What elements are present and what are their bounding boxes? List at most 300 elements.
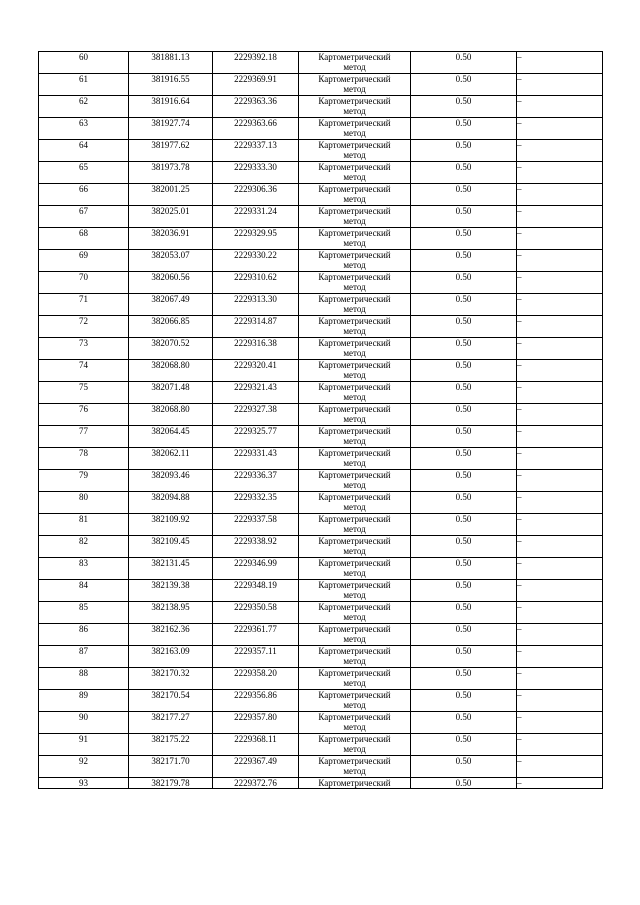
table-row (39, 52, 603, 74)
y-coordinate-cell: 2229331.24 (213, 206, 299, 228)
note-cell: – (517, 690, 603, 712)
x-coordinate-cell: 382070.52 (129, 338, 213, 360)
x-coordinate-cell: 382093.46 (129, 470, 213, 492)
x-coordinate-cell: 381916.64 (129, 96, 213, 118)
note-cell: – (517, 52, 603, 74)
note-cell: – (517, 646, 603, 668)
method-cell (299, 206, 411, 228)
point-number-cell: 73 (39, 338, 129, 360)
x-coordinate-cell: 382053.07 (129, 250, 213, 272)
y-coordinate-cell: 2229361.77 (213, 624, 299, 646)
method-cell (299, 690, 411, 712)
method-line: Картометрический (318, 382, 391, 392)
table-row (39, 316, 603, 338)
point-number-cell: 90 (39, 712, 129, 734)
point-number-cell: 61 (39, 74, 129, 96)
table-row (39, 184, 603, 206)
note-cell: – (517, 536, 603, 558)
table-row (39, 580, 603, 602)
error-cell: 0.50 (411, 382, 517, 404)
method-line: метод (343, 216, 366, 226)
method-line: Картометрический (318, 426, 391, 436)
method-cell (299, 162, 411, 184)
note-cell: – (517, 404, 603, 426)
method-cell (299, 580, 411, 602)
point-number-cell: 85 (39, 602, 129, 624)
y-coordinate-cell: 2229314.87 (213, 316, 299, 338)
error-cell: 0.50 (411, 448, 517, 470)
y-coordinate-cell: 2229325.77 (213, 426, 299, 448)
method-cell (299, 514, 411, 536)
method-line: Картометрический (318, 228, 391, 238)
error-cell: 0.50 (411, 602, 517, 624)
x-coordinate-cell: 382036.91 (129, 228, 213, 250)
point-number-cell: 81 (39, 514, 129, 536)
point-number-cell: 66 (39, 184, 129, 206)
error-cell: 0.50 (411, 558, 517, 580)
note-cell: – (517, 118, 603, 140)
method-cell (299, 140, 411, 162)
method-line: метод (343, 612, 366, 622)
point-number-cell: 78 (39, 448, 129, 470)
note-cell: – (517, 96, 603, 118)
y-coordinate-cell: 2229358.20 (213, 668, 299, 690)
note-cell: – (517, 338, 603, 360)
method-cell (299, 272, 411, 294)
point-number-cell: 92 (39, 756, 129, 778)
method-line: Картометрический (318, 338, 391, 348)
y-coordinate-cell: 2229363.36 (213, 96, 299, 118)
method-cell (299, 404, 411, 426)
method-line: Картометрический (318, 492, 391, 502)
method-cell (299, 250, 411, 272)
point-number-cell: 63 (39, 118, 129, 140)
method-line: метод (343, 194, 366, 204)
method-line: метод (343, 744, 366, 754)
method-line: метод (343, 106, 366, 116)
point-number-cell: 83 (39, 558, 129, 580)
table-row (39, 602, 603, 624)
y-coordinate-cell: 2229337.13 (213, 140, 299, 162)
method-line: метод (343, 260, 366, 270)
method-cell (299, 668, 411, 690)
y-coordinate-cell: 2229320.41 (213, 360, 299, 382)
y-coordinate-cell: 2229350.58 (213, 602, 299, 624)
point-number-cell: 62 (39, 96, 129, 118)
coordinates-table-body (39, 52, 603, 789)
method-line: Картометрический (318, 140, 391, 150)
method-cell (299, 470, 411, 492)
note-cell: – (517, 360, 603, 382)
point-number-cell: 68 (39, 228, 129, 250)
table-row (39, 228, 603, 250)
method-cell (299, 712, 411, 734)
x-coordinate-cell: 381916.55 (129, 74, 213, 96)
method-line: Картометрический (318, 74, 391, 84)
point-number-cell: 86 (39, 624, 129, 646)
point-number-cell: 71 (39, 294, 129, 316)
y-coordinate-cell: 2229327.38 (213, 404, 299, 426)
y-coordinate-cell: 2229369.91 (213, 74, 299, 96)
x-coordinate-cell: 382170.32 (129, 668, 213, 690)
point-number-cell: 79 (39, 470, 129, 492)
table-row (39, 492, 603, 514)
note-cell: – (517, 624, 603, 646)
method-cell (299, 74, 411, 96)
error-cell: 0.50 (411, 404, 517, 426)
method-line: Картометрический (318, 712, 391, 722)
error-cell: 0.50 (411, 360, 517, 382)
point-number-cell: 82 (39, 536, 129, 558)
coordinates-table (38, 51, 603, 789)
y-coordinate-cell: 2229337.58 (213, 514, 299, 536)
y-coordinate-cell: 2229333.30 (213, 162, 299, 184)
method-line: Картометрический (318, 360, 391, 370)
error-cell: 0.50 (411, 690, 517, 712)
method-line: Картометрический (318, 294, 391, 304)
x-coordinate-cell: 382175.22 (129, 734, 213, 756)
x-coordinate-cell: 382064.45 (129, 426, 213, 448)
x-coordinate-cell: 382177.27 (129, 712, 213, 734)
method-line: Картометрический (318, 536, 391, 546)
point-number-cell: 70 (39, 272, 129, 294)
method-line: метод (343, 722, 366, 732)
method-line: метод (343, 634, 366, 644)
x-coordinate-cell: 382170.54 (129, 690, 213, 712)
note-cell: – (517, 602, 603, 624)
method-line: метод (343, 150, 366, 160)
x-coordinate-cell: 381977.62 (129, 140, 213, 162)
y-coordinate-cell: 2229332.35 (213, 492, 299, 514)
method-line: метод (343, 238, 366, 248)
method-cell (299, 778, 411, 789)
y-coordinate-cell: 2229346.99 (213, 558, 299, 580)
method-line: метод (343, 678, 366, 688)
method-line: метод (343, 700, 366, 710)
error-cell: 0.50 (411, 96, 517, 118)
x-coordinate-cell: 381973.78 (129, 162, 213, 184)
error-cell: 0.50 (411, 646, 517, 668)
table-row (39, 426, 603, 448)
method-cell (299, 184, 411, 206)
error-cell: 0.50 (411, 338, 517, 360)
x-coordinate-cell: 382139.38 (129, 580, 213, 602)
note-cell: – (517, 140, 603, 162)
note-cell: – (517, 228, 603, 250)
note-cell: – (517, 470, 603, 492)
method-cell (299, 734, 411, 756)
y-coordinate-cell: 2229331.43 (213, 448, 299, 470)
method-line: Картометрический (318, 756, 391, 766)
error-cell: 0.50 (411, 228, 517, 250)
x-coordinate-cell: 381881.13 (129, 52, 213, 74)
note-cell: – (517, 74, 603, 96)
method-line: метод (343, 128, 366, 138)
y-coordinate-cell: 2229306.36 (213, 184, 299, 206)
error-cell: 0.50 (411, 118, 517, 140)
x-coordinate-cell: 382001.25 (129, 184, 213, 206)
y-coordinate-cell: 2229336.37 (213, 470, 299, 492)
error-cell: 0.50 (411, 426, 517, 448)
point-number-cell: 91 (39, 734, 129, 756)
note-cell: – (517, 382, 603, 404)
method-cell (299, 602, 411, 624)
table-row (39, 756, 603, 778)
table-row (39, 404, 603, 426)
y-coordinate-cell: 2229348.19 (213, 580, 299, 602)
y-coordinate-cell: 2229363.66 (213, 118, 299, 140)
note-cell: – (517, 272, 603, 294)
y-coordinate-cell: 2229372.76 (213, 778, 299, 789)
note-cell: – (517, 426, 603, 448)
method-cell (299, 492, 411, 514)
method-cell (299, 558, 411, 580)
method-cell (299, 118, 411, 140)
method-line: метод (343, 502, 366, 512)
method-cell (299, 228, 411, 250)
error-cell: 0.50 (411, 184, 517, 206)
method-line: метод (343, 436, 366, 446)
method-cell (299, 360, 411, 382)
table-row (39, 250, 603, 272)
method-line: метод (343, 524, 366, 534)
method-line: Картометрический (318, 184, 391, 194)
error-cell: 0.50 (411, 756, 517, 778)
error-cell: 0.50 (411, 580, 517, 602)
table-row (39, 294, 603, 316)
method-cell (299, 448, 411, 470)
method-line: Картометрический (318, 316, 391, 326)
method-cell (299, 294, 411, 316)
method-cell (299, 52, 411, 74)
error-cell: 0.50 (411, 250, 517, 272)
error-cell: 0.50 (411, 294, 517, 316)
method-line: Картометрический (318, 162, 391, 172)
table-row (39, 162, 603, 184)
method-line: Картометрический (318, 668, 391, 678)
point-number-cell: 76 (39, 404, 129, 426)
method-line: метод (343, 568, 366, 578)
method-cell (299, 624, 411, 646)
table-row (39, 272, 603, 294)
point-number-cell: 72 (39, 316, 129, 338)
method-line: метод (343, 392, 366, 402)
method-line: метод (343, 282, 366, 292)
table-row (39, 624, 603, 646)
y-coordinate-cell: 2229329.95 (213, 228, 299, 250)
note-cell: – (517, 184, 603, 206)
method-line: метод (343, 326, 366, 336)
method-cell (299, 426, 411, 448)
note-cell: – (517, 250, 603, 272)
error-cell: 0.50 (411, 624, 517, 646)
method-line: Картометрический (318, 602, 391, 612)
table-row (39, 360, 603, 382)
y-coordinate-cell: 2229330.22 (213, 250, 299, 272)
table-row (39, 338, 603, 360)
method-line: метод (343, 370, 366, 380)
error-cell: 0.50 (411, 162, 517, 184)
error-cell: 0.50 (411, 52, 517, 74)
x-coordinate-cell: 382068.80 (129, 360, 213, 382)
point-number-cell: 75 (39, 382, 129, 404)
method-line: Картометрический (318, 558, 391, 568)
method-line: Картометрический (318, 206, 391, 216)
method-line: Картометрический (318, 272, 391, 282)
method-line: метод (343, 84, 366, 94)
table-row (39, 734, 603, 756)
y-coordinate-cell: 2229316.38 (213, 338, 299, 360)
method-line: Картометрический (318, 96, 391, 106)
y-coordinate-cell: 2229313.30 (213, 294, 299, 316)
method-line: Картометрический (318, 734, 391, 744)
table-row (39, 668, 603, 690)
method-line: метод (343, 348, 366, 358)
table-row (39, 778, 603, 789)
table-row (39, 382, 603, 404)
point-number-cell: 67 (39, 206, 129, 228)
table-row (39, 712, 603, 734)
method-line: метод (343, 480, 366, 490)
point-number-cell: 74 (39, 360, 129, 382)
method-cell (299, 646, 411, 668)
x-coordinate-cell: 382162.36 (129, 624, 213, 646)
point-number-cell: 87 (39, 646, 129, 668)
method-line: метод (343, 414, 366, 424)
method-line: Картометрический (318, 470, 391, 480)
method-line: метод (343, 62, 366, 72)
table-row (39, 646, 603, 668)
method-line: Картометрический (318, 778, 391, 788)
method-line: метод (343, 172, 366, 182)
error-cell: 0.50 (411, 492, 517, 514)
table-row (39, 558, 603, 580)
method-line: Картометрический (318, 624, 391, 634)
note-cell: – (517, 712, 603, 734)
x-coordinate-cell: 381927.74 (129, 118, 213, 140)
table-row (39, 470, 603, 492)
error-cell: 0.50 (411, 668, 517, 690)
x-coordinate-cell: 382163.09 (129, 646, 213, 668)
note-cell: – (517, 558, 603, 580)
point-number-cell: 88 (39, 668, 129, 690)
table-row (39, 96, 603, 118)
point-number-cell: 65 (39, 162, 129, 184)
note-cell: – (517, 580, 603, 602)
x-coordinate-cell: 382066.85 (129, 316, 213, 338)
point-number-cell: 89 (39, 690, 129, 712)
x-coordinate-cell: 382131.45 (129, 558, 213, 580)
error-cell: 0.50 (411, 316, 517, 338)
point-number-cell: 84 (39, 580, 129, 602)
table-row (39, 74, 603, 96)
y-coordinate-cell: 2229357.80 (213, 712, 299, 734)
point-number-cell: 64 (39, 140, 129, 162)
method-line: метод (343, 656, 366, 666)
method-cell (299, 96, 411, 118)
x-coordinate-cell: 382067.49 (129, 294, 213, 316)
table-row (39, 448, 603, 470)
method-line: метод (343, 458, 366, 468)
error-cell: 0.50 (411, 734, 517, 756)
y-coordinate-cell: 2229356.86 (213, 690, 299, 712)
method-cell (299, 756, 411, 778)
method-line: метод (343, 304, 366, 314)
note-cell: – (517, 514, 603, 536)
x-coordinate-cell: 382068.80 (129, 404, 213, 426)
x-coordinate-cell: 382062.11 (129, 448, 213, 470)
method-line: метод (343, 766, 366, 776)
point-number-cell: 93 (39, 778, 129, 789)
method-line: метод (343, 546, 366, 556)
method-cell (299, 382, 411, 404)
x-coordinate-cell: 382071.48 (129, 382, 213, 404)
table-row (39, 690, 603, 712)
method-line: Картометрический (318, 52, 391, 62)
note-cell: – (517, 316, 603, 338)
note-cell: – (517, 734, 603, 756)
note-cell: – (517, 778, 603, 789)
method-line: Картометрический (318, 690, 391, 700)
error-cell: 0.50 (411, 712, 517, 734)
y-coordinate-cell: 2229321.43 (213, 382, 299, 404)
method-cell (299, 316, 411, 338)
x-coordinate-cell: 382094.88 (129, 492, 213, 514)
method-line: Картометрический (318, 448, 391, 458)
note-cell: – (517, 206, 603, 228)
x-coordinate-cell: 382109.92 (129, 514, 213, 536)
table-row (39, 536, 603, 558)
table-row (39, 206, 603, 228)
error-cell: 0.50 (411, 514, 517, 536)
method-line: Картометрический (318, 250, 391, 260)
note-cell: – (517, 294, 603, 316)
error-cell: 0.50 (411, 536, 517, 558)
note-cell: – (517, 492, 603, 514)
x-coordinate-cell: 382138.95 (129, 602, 213, 624)
x-coordinate-cell: 382109.45 (129, 536, 213, 558)
point-number-cell: 69 (39, 250, 129, 272)
error-cell: 0.50 (411, 272, 517, 294)
point-number-cell: 77 (39, 426, 129, 448)
y-coordinate-cell: 2229338.92 (213, 536, 299, 558)
x-coordinate-cell: 382025.01 (129, 206, 213, 228)
y-coordinate-cell: 2229367.49 (213, 756, 299, 778)
method-line: Картометрический (318, 580, 391, 590)
table-row (39, 514, 603, 536)
method-line: Картометрический (318, 646, 391, 656)
error-cell: 0.50 (411, 778, 517, 789)
method-line: Картометрический (318, 404, 391, 414)
method-line: Картометрический (318, 118, 391, 128)
table-row (39, 140, 603, 162)
y-coordinate-cell: 2229392.18 (213, 52, 299, 74)
y-coordinate-cell: 2229310.62 (213, 272, 299, 294)
x-coordinate-cell: 382179.78 (129, 778, 213, 789)
y-coordinate-cell: 2229368.11 (213, 734, 299, 756)
y-coordinate-cell: 2229357.11 (213, 646, 299, 668)
error-cell: 0.50 (411, 74, 517, 96)
error-cell: 0.50 (411, 470, 517, 492)
method-line: Картометрический (318, 514, 391, 524)
note-cell: – (517, 756, 603, 778)
note-cell: – (517, 162, 603, 184)
error-cell: 0.50 (411, 206, 517, 228)
method-cell (299, 536, 411, 558)
x-coordinate-cell: 382171.70 (129, 756, 213, 778)
note-cell: – (517, 668, 603, 690)
error-cell: 0.50 (411, 140, 517, 162)
